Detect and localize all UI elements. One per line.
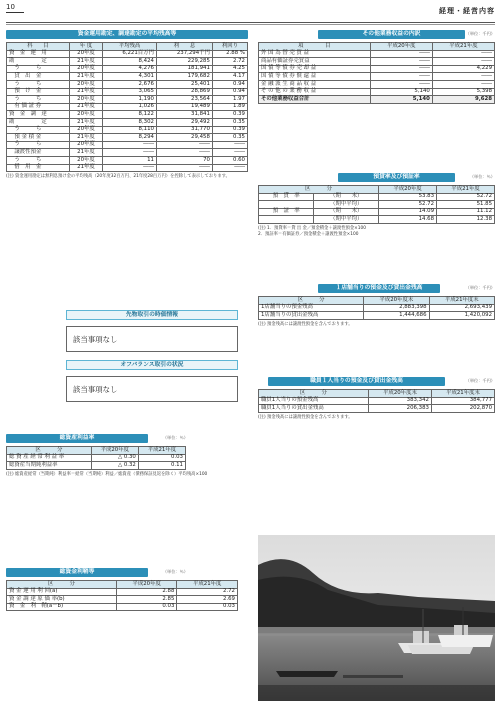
table-cell: 0.94: [212, 80, 247, 88]
table-cell: 20年度: [69, 141, 102, 149]
table-cell: ――: [103, 164, 157, 172]
table-cell: 21年度: [69, 88, 102, 96]
table-cell: 国 債 等 債 券 売 却 益: [259, 65, 371, 73]
table-row: [259, 304, 495, 312]
table-cell: 資 金 利 鞘(a－b): [7, 603, 117, 611]
table-cell: 20年度: [69, 126, 102, 134]
column-header: 平均残高: [103, 43, 157, 51]
table-row: [7, 588, 238, 596]
table-cell: 52.72: [379, 201, 437, 209]
table-cell: 383,342: [368, 397, 431, 405]
table-cell: 51.85: [437, 201, 495, 209]
table-cell: ――: [370, 73, 432, 81]
table-cell: 資 金 調 達: [7, 111, 70, 119]
table-cell: 1.89: [212, 103, 247, 111]
unit-label: （単位：％）: [162, 569, 188, 574]
table-cell: 21年度: [69, 164, 102, 172]
table-cell: 25,401: [156, 80, 212, 88]
table-cell: 31,841: [156, 111, 212, 119]
table-cell: ――: [212, 141, 247, 149]
table-cell: 12.38: [437, 216, 495, 224]
table-cell: 4,229: [432, 65, 494, 73]
table-cell: ――: [103, 141, 157, 149]
column-header: 区 分: [7, 447, 92, 455]
table-row: [7, 103, 248, 111]
table-cell: う ち: [7, 141, 70, 149]
table-cell: ――: [432, 50, 494, 58]
table-cell: 金 融 派 生 商 品 収 益: [259, 80, 371, 88]
table-cell: 外 国 為 替 売 買 益: [259, 50, 371, 58]
table-cell: ――: [212, 164, 247, 172]
table-cell: 4,301: [103, 73, 157, 81]
table-cell: 0.03: [116, 603, 177, 611]
table-cell: 3,065: [103, 88, 157, 96]
column-header: 平成21年度: [138, 447, 185, 455]
table-row: [259, 208, 495, 216]
column-header: 平成20年度: [91, 447, 138, 455]
table-cell: 貸 出 金: [7, 73, 70, 81]
table-cell: ――: [370, 65, 432, 73]
table-cell: 4.17: [212, 73, 247, 81]
footnotes: [258, 226, 495, 237]
table-cell: う ち: [7, 96, 70, 104]
table-cell: （期中平均）: [314, 201, 379, 209]
column-header: 科 目: [7, 43, 70, 51]
table-cell: 20年度: [69, 96, 102, 104]
table-cell: （期中平均）: [314, 216, 379, 224]
table-row: [259, 312, 495, 320]
table-cell: ――: [156, 164, 212, 172]
table-cell: 0.35: [212, 118, 247, 126]
table-cell: 8,302: [103, 118, 157, 126]
section-title-text: その他業務収益の内訳: [362, 31, 421, 37]
roa-section: [6, 434, 248, 477]
table-cell: 31,770: [156, 126, 212, 134]
table-cell: 11.12: [437, 208, 495, 216]
table-cell: 20年度: [69, 65, 102, 73]
table-cell: ――: [432, 80, 494, 88]
derivatives-status: 該当事項なし: [66, 326, 238, 352]
footnote-line: (注) 1．預貸率＝貸 出 金／預金積金＋譲渡性預金×100: [258, 225, 366, 231]
table-cell: 1,190: [103, 96, 157, 104]
column-header: 平成20年度: [379, 186, 437, 194]
fund-average-section: [6, 30, 248, 180]
table-cell: 9,628: [432, 96, 494, 104]
table-cell: 8,110: [103, 126, 157, 134]
table-cell: 20年度: [69, 80, 102, 88]
table-cell: う ち: [7, 156, 70, 164]
section-title: 資金運用勘定、調達勘定の平均残高等: [6, 30, 248, 39]
footnote: (注) 資金運用勘定は無利息預け金の平均残高（20年度32百万円、21年度28百万円）を控除して表示しております。: [6, 174, 230, 180]
column-header: 区 分: [259, 297, 364, 305]
table-cell: 1,026: [103, 103, 157, 111]
table-row: [7, 58, 248, 66]
column-header: 年 度: [69, 43, 102, 51]
table-cell: 181,941: [156, 65, 212, 73]
column-header: 平成20年度: [370, 43, 432, 51]
table-cell: 5,140: [370, 88, 432, 96]
per-branch-section: [258, 284, 495, 327]
table-cell: （期 末）: [314, 193, 379, 201]
table-cell: 総資産当期純利益率: [7, 462, 92, 470]
table-cell: △ 0.30: [91, 454, 138, 462]
table-cell: 譲渡性預金: [7, 149, 70, 157]
table-cell: 2,693,439: [429, 304, 494, 312]
section-title: 総資金利鞘等: [6, 568, 148, 577]
table-cell: 0.39: [212, 111, 247, 119]
offbalance-status: 該当事項なし: [66, 376, 238, 402]
table-cell: ――: [156, 141, 212, 149]
table-cell: 2.72: [212, 58, 247, 66]
table-cell: 0.35: [212, 134, 247, 142]
table-cell: 29,458: [156, 134, 212, 142]
column-header: 平成20年度: [116, 581, 177, 589]
section-title: 職員１人当りの預金及び貸出金残高: [268, 377, 445, 386]
table-row: [7, 111, 248, 119]
section-title: 預貸率及び預証率: [338, 173, 455, 182]
table-row: [7, 603, 238, 611]
table-cell: 2,676: [103, 80, 157, 88]
table-cell: 資 金 運 用 利 回(a): [7, 588, 117, 596]
table-row: [7, 88, 248, 96]
table-cell: 職員1人当りの貸出金残高: [259, 405, 369, 413]
footnote: (注) 総資産経常（当期純）利益率＝経常（当期純）利益／総資産（債務保証見返を除く）平均残高×100: [6, 471, 208, 477]
table-cell: 20年度: [69, 156, 102, 164]
column-header: 平成20年度末: [368, 390, 431, 398]
unit-label: （単位：千円）: [465, 285, 495, 290]
table-cell: 70: [156, 156, 212, 164]
table-cell: 有 価 証 券: [7, 103, 70, 111]
table-cell: 20年度: [69, 50, 102, 58]
column-header: 区 分: [7, 581, 117, 589]
table-cell: 23,564: [156, 96, 212, 104]
table-cell: 5,140: [370, 96, 432, 104]
table-cell: 1店舗当りの預金残高: [259, 304, 364, 312]
column-header: 区 分: [259, 186, 379, 194]
table-row: [259, 193, 495, 201]
table-cell: ――: [432, 73, 494, 81]
table-cell: 19,489: [156, 103, 212, 111]
table-cell: 384,777: [431, 397, 494, 405]
table-cell: 202,870: [431, 405, 494, 413]
table-cell: [259, 216, 314, 224]
column-header: 利回り: [212, 43, 247, 51]
table-row: [7, 96, 248, 104]
table-cell: （期 末）: [314, 208, 379, 216]
table-row: [7, 65, 248, 73]
table-cell: 179,682: [156, 73, 212, 81]
table-row: [7, 462, 186, 470]
table-cell: 21年度: [69, 118, 102, 126]
table-cell: 2.88 %: [212, 50, 247, 58]
table-row: [7, 164, 248, 172]
unit-label: （単位：％）: [469, 174, 495, 179]
table-cell: 28,869: [156, 88, 212, 96]
header-rule-thin: [6, 24, 495, 25]
table-row: [259, 50, 495, 58]
page-title: 経理・経営内容: [439, 7, 495, 15]
table-cell: その他業務収益合計: [259, 96, 371, 104]
table-row: [7, 118, 248, 126]
table-cell: 国 債 等 債 券 償 還 益: [259, 73, 371, 81]
deposit-ratio-table: [258, 185, 495, 224]
deposit-ratio-section: [258, 173, 495, 237]
table-cell: 21年度: [69, 149, 102, 157]
per-employee-table: [258, 389, 495, 413]
per-employee-section: [258, 377, 495, 420]
section-title: １店舗当りの預金及び貸出金残高: [318, 284, 440, 293]
table-cell: 預 金 積 金: [7, 134, 70, 142]
table-row: [259, 80, 495, 88]
table-cell: 0.94: [212, 88, 247, 96]
table-cell: 4.25: [212, 65, 247, 73]
section-title: [318, 30, 465, 39]
spread-section: [6, 568, 248, 611]
table-cell: 8,424: [103, 58, 157, 66]
table-cell: 229,285: [156, 58, 212, 66]
table-row: [7, 73, 248, 81]
table-cell: ――: [103, 149, 157, 157]
table-cell: 0.11: [138, 462, 185, 470]
section-title: 先物取引の時価情報: [66, 310, 238, 320]
table-row: [259, 397, 495, 405]
footnote: (注) 預金残高には譲渡性預金を含んでおります。: [258, 414, 353, 420]
section-title: オフバランス取引の状況: [66, 360, 238, 370]
unit-label: （単位：千円）: [465, 31, 495, 36]
table-cell: 4,276: [103, 65, 157, 73]
table-cell: 1,420,092: [429, 312, 494, 320]
table-row: [7, 149, 248, 157]
table-row: [7, 50, 248, 58]
table-cell: 21年度: [69, 134, 102, 142]
table-row: [7, 134, 248, 142]
table-cell: 勘 定: [7, 118, 70, 126]
offbalance-section: [6, 360, 248, 402]
table-cell: 21年度: [69, 73, 102, 81]
table-cell: 2,883,398: [364, 304, 429, 312]
table-cell: 1店舗当りの貸出金残高: [259, 312, 364, 320]
table-row: [259, 216, 495, 224]
fund-average-table: [6, 42, 248, 172]
header-rule: [6, 22, 495, 23]
table-cell: 預 け 金: [7, 88, 70, 96]
table-cell: 2.85: [116, 596, 177, 604]
table-cell: 8,122: [103, 111, 157, 119]
table-row: [259, 73, 495, 81]
table-cell: 53.83: [379, 193, 437, 201]
table-row: [7, 126, 248, 134]
page-number: 10: [6, 4, 24, 13]
total-row: [259, 96, 495, 104]
other-income-section: [258, 30, 495, 104]
table-row: [259, 88, 495, 96]
table-cell: 借 用 金: [7, 164, 70, 172]
table-row: [259, 405, 495, 413]
table-cell: 11: [103, 156, 157, 164]
table-row: [7, 141, 248, 149]
table-cell: 2.69: [177, 596, 238, 604]
table-cell: 6,221百万円: [103, 50, 157, 58]
column-header: 平成20年度末: [364, 297, 429, 305]
column-header: 平成21年度末: [429, 297, 494, 305]
other-income-table: [258, 42, 495, 104]
table-cell: 8,294: [103, 134, 157, 142]
table-cell: 21年度: [69, 103, 102, 111]
table-cell: 1,444,686: [364, 312, 429, 320]
unit-label: （単位：％）: [162, 435, 188, 440]
table-cell: ――: [370, 58, 432, 66]
derivatives-section: [6, 310, 248, 352]
table-cell: ――: [212, 149, 247, 157]
roa-table: [6, 446, 186, 470]
per-branch-table: [258, 296, 495, 320]
table-cell: 14.09: [379, 208, 437, 216]
table-cell: ――: [156, 149, 212, 157]
table-cell: 0.03: [177, 603, 238, 611]
table-cell: 5,398: [432, 88, 494, 96]
table-cell: 206,383: [368, 405, 431, 413]
column-header: 区 分: [259, 390, 369, 398]
table-row: [259, 65, 495, 73]
table-cell: う ち: [7, 126, 70, 134]
table-cell: 総 資 産 経 常 利 益 率: [7, 454, 92, 462]
table-cell: 0.39: [212, 126, 247, 134]
table-row: [7, 80, 248, 88]
table-cell: ――: [432, 58, 494, 66]
table-cell: 預 証 率: [259, 208, 314, 216]
table-cell: そ の 他 の 業 務 収 益: [259, 88, 371, 96]
column-header: 平成21年度: [432, 43, 494, 51]
table-cell: 0.03: [138, 454, 185, 462]
table-cell: 勘 定: [7, 58, 70, 66]
table-cell: 1.97: [212, 96, 247, 104]
table-cell: 52.72: [437, 193, 495, 201]
table-row: [7, 454, 186, 462]
table-cell: 29,492: [156, 118, 212, 126]
table-cell: う ち: [7, 80, 70, 88]
table-cell: ――: [370, 50, 432, 58]
table-cell: △ 0.32: [91, 462, 138, 470]
table-cell: 2.72: [177, 588, 238, 596]
table-cell: 0.60: [212, 156, 247, 164]
table-cell: 14.68: [379, 216, 437, 224]
table-cell: ――: [370, 80, 432, 88]
column-header: 平成21年度末: [431, 390, 494, 398]
section-title: 総資産利益率: [6, 434, 148, 443]
column-header: 平成21年度: [177, 581, 238, 589]
column-header: 平成21年度: [437, 186, 495, 194]
harbor-photo-image: [258, 535, 495, 701]
footnote: (注) 預金残高には譲渡性預金を含んでおります。: [258, 321, 353, 327]
table-cell: 237,294千円: [156, 50, 212, 58]
table-row: [7, 156, 248, 164]
column-header: 項 目: [259, 43, 371, 51]
table-cell: 資 金 調 達 原 価 率(b): [7, 596, 117, 604]
spread-table: [6, 580, 238, 611]
column-header: 利 息: [156, 43, 212, 51]
table-cell: 商品有価証券売買益: [259, 58, 371, 66]
table-cell: 職員1人当りの預金残高: [259, 397, 369, 405]
table-cell: 資 金 運 用: [7, 50, 70, 58]
unit-label: （単位：千円）: [465, 378, 495, 383]
table-cell: 預 貸 率: [259, 193, 314, 201]
footnote-line: 2．預証率＝有価証券／預金積金＋譲渡性預金×100: [258, 231, 359, 237]
table-cell: 21年度: [69, 58, 102, 66]
table-cell: 20年度: [69, 111, 102, 119]
table-cell: 2.88: [116, 588, 177, 596]
table-cell: う ち: [7, 65, 70, 73]
harbor-photo: [258, 535, 495, 701]
